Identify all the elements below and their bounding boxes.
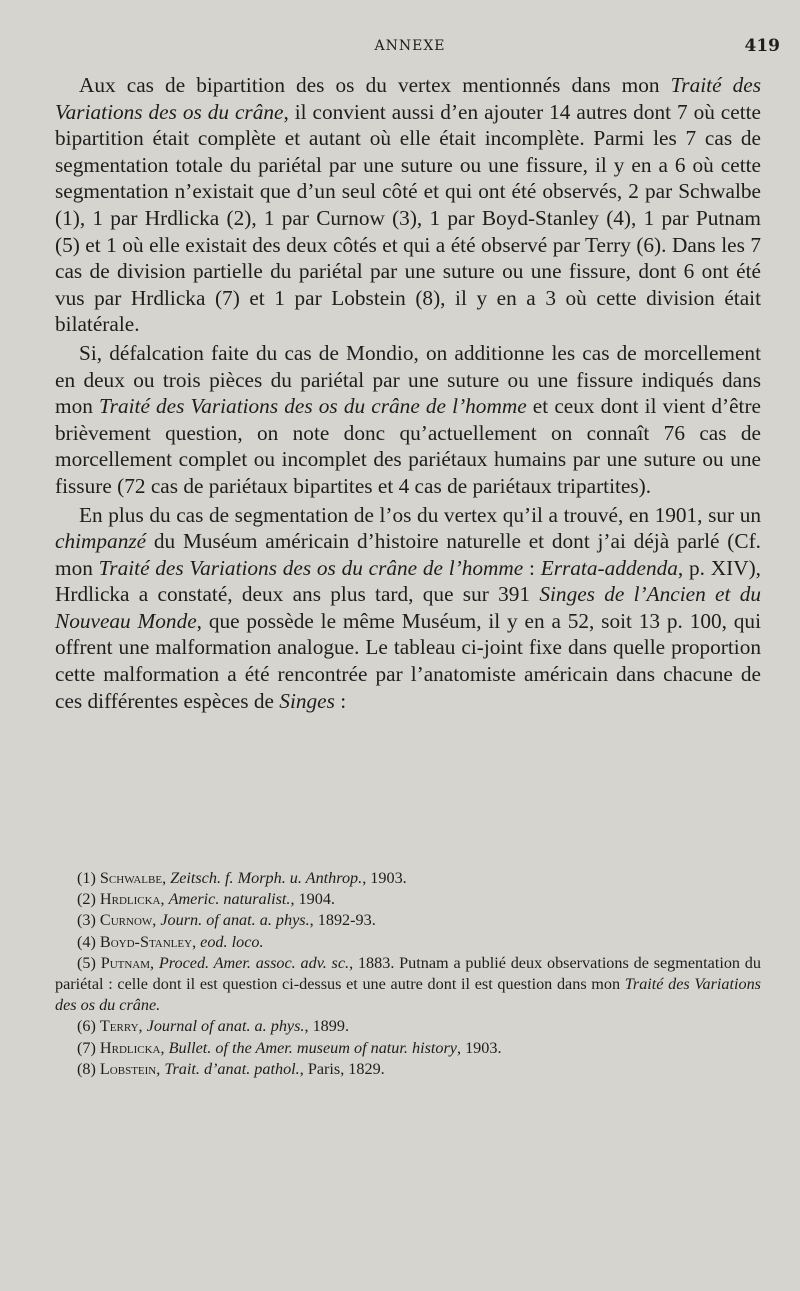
text-span: ,	[160, 1038, 169, 1057]
italic-text: Bullet. of the Amer. museum of natur. history	[168, 1038, 457, 1057]
italic-text: Traité des Variations des os du crâne	[55, 73, 761, 124]
running-head: ANNEXE	[374, 38, 446, 54]
footnote-author: Putnam	[100, 953, 151, 972]
footnotes	[55, 868, 761, 1080]
page-number: 419	[744, 36, 780, 56]
text-span: ,	[162, 869, 171, 887]
footnote-number: (3)	[77, 911, 100, 930]
text-span: , 1899.	[304, 1017, 349, 1036]
footnote-number: (4)	[77, 932, 100, 951]
footnote-author: Curnow	[99, 911, 153, 930]
text-span: du Muséum américain d’histoire naturelle et dont j’ai déjà parlé (Cf. mon	[55, 529, 761, 580]
footnote-number: (5)	[77, 953, 101, 972]
text-span: Si, défalcation faite du cas de Mondio, on additionne les cas de morcellement en deux ou trois pièces du pariétal par une suture ou une fissure indiqués dans mon	[55, 340, 761, 419]
footnote	[55, 910, 761, 931]
text-span: ,	[160, 890, 169, 909]
paragraph	[55, 340, 761, 500]
footnote-author: Terry	[99, 1017, 139, 1036]
text-span: , Paris, 1829.	[299, 1059, 385, 1078]
text-span: :	[334, 688, 347, 713]
paragraph	[55, 502, 761, 715]
page-header	[60, 36, 780, 60]
text-span: ,	[156, 1059, 165, 1078]
footnote-author: Boyd-Stanley	[99, 932, 193, 951]
text-span: , 1903.	[362, 869, 407, 887]
footnote	[55, 889, 761, 910]
footnote	[55, 868, 761, 889]
italic-text: Trait. d’anat. pathol.	[164, 1059, 300, 1078]
footnote-author: Lobstein	[99, 1059, 157, 1078]
text-span: ,	[150, 953, 159, 972]
footnote	[55, 932, 761, 953]
text-span: , 1892-93.	[309, 911, 376, 930]
text-span: ,	[152, 911, 161, 930]
italic-text: Zeitsch. f. Morph. u. Anthrop.	[170, 869, 363, 887]
footnote-number: (6)	[77, 1017, 100, 1036]
text-span: et ceux dont il vient d’être brièvement question, on note donc qu’actuellement on connaît 76 cas de morcellement complet ou incomplet des pariétaux humains par une suture ou une fissure (72 cas de pariétaux bipartites et 4 cas de pariétaux tripartites).	[55, 394, 761, 498]
footnote-author: Schwalbe	[99, 869, 163, 887]
italic-text: Traité des Variations des os du crâne.	[55, 975, 761, 1015]
italic-text: Traité des Variations des os du crâne de l’homme	[98, 555, 524, 580]
text-span: , 1903.	[456, 1038, 502, 1057]
italic-text: eod. loco.	[200, 932, 264, 951]
footnote-author: Hrdlicka	[99, 1038, 161, 1057]
text-span: Aux cas de bipartition des os du vertex mentionnés dans mon	[79, 73, 671, 97]
text-span: ,	[192, 932, 201, 951]
text-span: En plus du cas de segmentation de l’os du vertex qu’il a trouvé, en 1901, sur un	[79, 502, 761, 527]
italic-text: chimpanzé	[55, 529, 147, 554]
italic-text: Singes de l’Ancien et du Nouveau Monde	[55, 582, 762, 633]
body-text	[55, 72, 761, 714]
italic-text: Journ. of anat. a. phys.	[160, 911, 310, 930]
text-span: ,	[138, 1017, 147, 1036]
footnote	[55, 1016, 761, 1037]
footnote-number: (7)	[77, 1038, 100, 1057]
footnote	[55, 953, 761, 1017]
italic-text: Singes	[279, 688, 335, 713]
italic-text: Traité des Variations des os du crâne de l’homme	[99, 394, 527, 419]
italic-text: Errata-addenda	[540, 555, 678, 580]
italic-text: Americ. naturalist.	[168, 890, 291, 909]
text-span: , 1883. Putnam a publié deux observations de segmentation du pariétal : celle dont il est question ci-dessus et une autre dont il est question dans mon	[55, 953, 761, 994]
footnote-number: (2)	[77, 890, 100, 909]
paragraph	[55, 72, 761, 338]
italic-text: Journal of anat. a. phys.	[146, 1017, 305, 1036]
text-span: , 1904.	[290, 890, 335, 909]
text-span: , que possède le même Muséum, il y en a 52, soit 13 p. 100, qui offrent une malformation analogue. Le tableau ci-joint fixe dans quelle proportion cette malformation a été rencontrée par l’anatomiste américain dans chacune de ces différentes espèces de	[55, 608, 761, 713]
italic-text: Proced. Amer. assoc. adv. sc.	[158, 953, 350, 972]
footnote-number: (8)	[77, 1059, 100, 1078]
footnote-number: (1)	[77, 869, 100, 887]
text-span: , p. XIV), Hrdlicka a constaté, deux ans plus tard, que sur 391	[55, 555, 761, 607]
text-span: :	[523, 555, 541, 580]
text-span: , il convient aussi d’en ajouter 14 autres dont 7 où cette bipartition était complète et autant où elle était incomplète. Parmi les 7 cas de segmentation totale du pariétal par une suture ou une fissure, il y en a 6 où cette segmentation n’existait que d’un seul côté et qui ont été observés, 2 par Schwalbe (1), 1 par Hrdlicka (2), 1 par Curnow (3), 1 par Boyd-Stanley (4), 1 par Putnam (5) et 1 où elle existait des deux côtés et qui a été observé par Terry (6). Dans les 7 cas de division partielle du pariétal par une suture ou une fissure, dont 6 ont été vus par Hrdlicka (7) et 1 par Lobstein (8), il y en a 3 où cette division était bilatérale.	[55, 99, 761, 337]
footnote-author: Hrdlicka	[99, 890, 161, 909]
footnote	[55, 1038, 761, 1059]
footnote	[55, 1059, 761, 1080]
